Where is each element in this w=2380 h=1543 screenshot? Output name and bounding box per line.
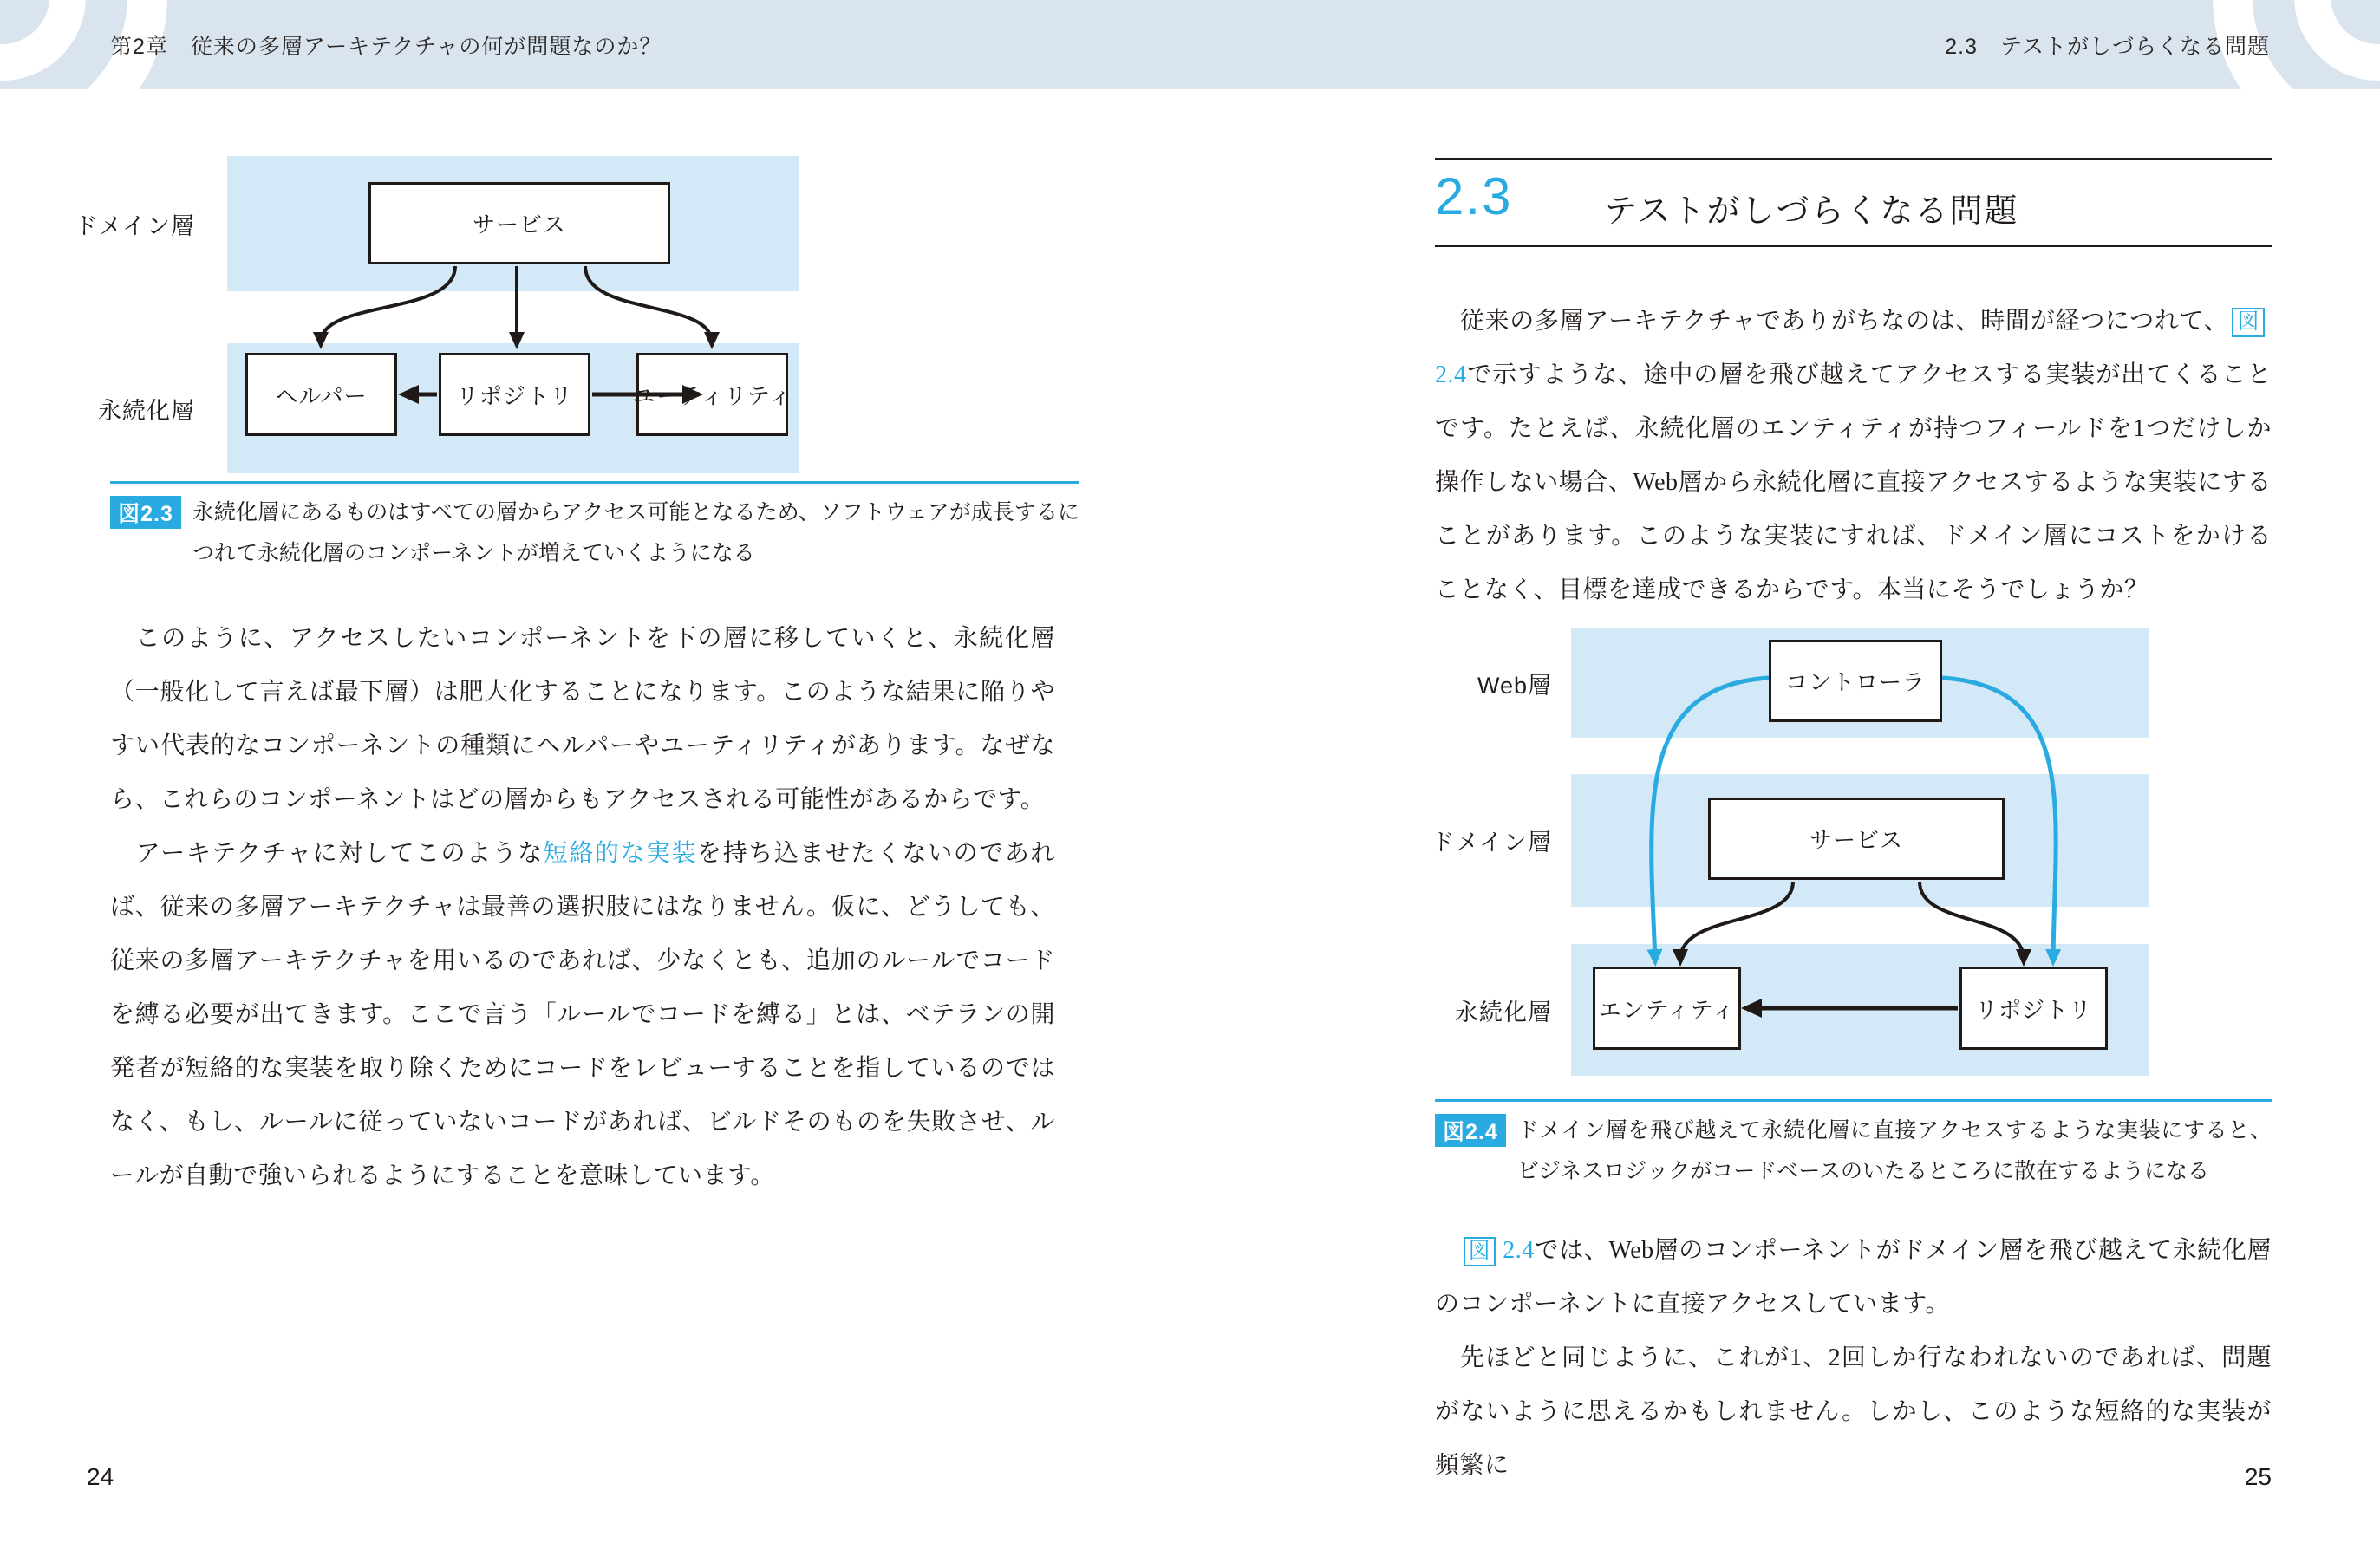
figure-2-3-diagram xyxy=(65,156,819,479)
text-segment: で示すような、途中の層を飛び越えてアクセスする実装が出てくることです。たとえば、永続化層のエンティティが持つフィールドを1つだけしか操作しない場合、Web層から永続化層に直接アクセスするような実装にすることがあります。このような実装にすれば、ドメイン層にコストをかけることなく、目標を達成できるからです。本当にそうでしょうか？ xyxy=(1435,361,2272,603)
figure-2-4-diagram xyxy=(1422,624,2168,1092)
caption-rule-2-4 xyxy=(1435,1099,2272,1102)
node-repository: リポジトリ xyxy=(1959,967,2108,1050)
layer-label-persistence: 永続化層 xyxy=(1455,999,1552,1025)
figure-caption-2-4: ドメイン層を飛び越えて永続化層に直接アクセスするような実装にすると、ビジネスロジックがコードベースのいたるところに散在するようになる xyxy=(1517,1118,2272,1183)
caption-rule-2-3 xyxy=(110,481,1079,484)
figure-badge-2-4: 図2.4 xyxy=(1435,1114,1506,1147)
text-segment: 従来の多層アーキテクチャでありがちなのは、時間が経つにつれて、 xyxy=(1435,308,2229,335)
paragraph xyxy=(110,612,1055,827)
text-segment-accent: 短絡的な実装 xyxy=(543,840,698,867)
node-repository: リポジトリ xyxy=(439,353,590,436)
text-segment-figbox: 図 xyxy=(1464,1237,1496,1266)
text-segment: 先ほどと同じように、これが1、2回しか行なわれないのであれば、問題がないように思えるかもしれません。しかし、このような短絡的な実装が頻繁に xyxy=(1435,1344,2272,1479)
left-page-body xyxy=(110,612,1055,1203)
page-header-band xyxy=(0,0,2380,89)
paragraph xyxy=(110,827,1055,1203)
layer-label-web: Web層 xyxy=(1477,672,1552,699)
text-segment: を持ち込ませたくないのであれば、従来の多層アーキテクチャは最善の選択肢にはなりません。仮に、どうしても、従来の多層アーキテクチャを用いるのであれば、少なくとも、追加のルールでコードを縛る必要が出てきます。ここで言う「ルールでコードを縛る」とは、ベテランの開発者が短絡的な実装を取り除くためにコードをレビューすることを指しているのではなく、もし、ルールに従っていないコードがあれば、ビルドそのものを失敗させ、ルールが自動で強いられるようにすることを意味しています。 xyxy=(110,840,1055,1189)
text-segment: このように、アクセスしたいコンポーネントを下の層に移していくと、永続化層（一般化して言えば最下層）は肥大化することになります。このような結果に陥りやすい代表的なコンポーネントの種類にヘルパーやユーティリティがあります。なぜなら、これらのコンポーネントはどの層からもアクセスされる可能性があるからです。 xyxy=(110,625,1055,813)
page-number-left: 24 xyxy=(87,1463,114,1490)
paragraph xyxy=(1435,1224,2272,1331)
node-service: サービス xyxy=(368,182,670,264)
node-service: サービス xyxy=(1708,798,2005,880)
section-number: 2.3 xyxy=(1435,167,1513,225)
right-page-body-before xyxy=(1435,295,2272,617)
right-page-body-after xyxy=(1435,1224,2272,1493)
paragraph xyxy=(1435,1331,2272,1493)
text-segment-accent: 2.4 xyxy=(1435,361,1467,388)
text-segment xyxy=(1435,1237,1460,1264)
node-helper: ヘルパー xyxy=(245,353,397,436)
running-header-left: 第2章 従来の多層アーキテクチャの何が問題なのか？ xyxy=(110,34,662,59)
figure-caption-2-3: 永続化層にあるものはすべての層からアクセス可能となるため、ソフトウェアが成長するにつれて永続化層のコンポーネントが増えていくようになる xyxy=(192,500,1079,565)
section-rule-bottom xyxy=(1435,245,2272,247)
node-controller: コントローラ xyxy=(1769,640,1942,722)
layer-label-persistence: 永続化層 xyxy=(98,397,195,424)
layer-label-domain: ドメイン層 xyxy=(1431,830,1552,856)
text-segment-figbox: 図 xyxy=(2232,308,2265,337)
section-rule-top xyxy=(1435,158,2272,160)
node-entity: エンティティ xyxy=(1593,967,1741,1050)
page-number-right: 25 xyxy=(2244,1463,2272,1490)
figure-badge-2-3: 図2.3 xyxy=(110,496,181,529)
layer-label-domain: ドメイン層 xyxy=(74,212,195,239)
text-segment: では、Web層のコンポーネントがドメイン層を飛び越えて永続化層のコンポーネントに直接アクセスしています。 xyxy=(1435,1237,2272,1318)
section-title: テストがしづらくなる問題 xyxy=(1604,193,2019,230)
node-utility: ユーティリティ xyxy=(636,353,788,436)
running-header-right: 2.3 テストがしづらくなる問題 xyxy=(1945,34,2270,59)
text-segment-accent: 2.4 xyxy=(1503,1237,1535,1264)
paragraph xyxy=(1435,295,2272,617)
text-segment: アーキテクチャに対してこのような xyxy=(110,840,544,867)
